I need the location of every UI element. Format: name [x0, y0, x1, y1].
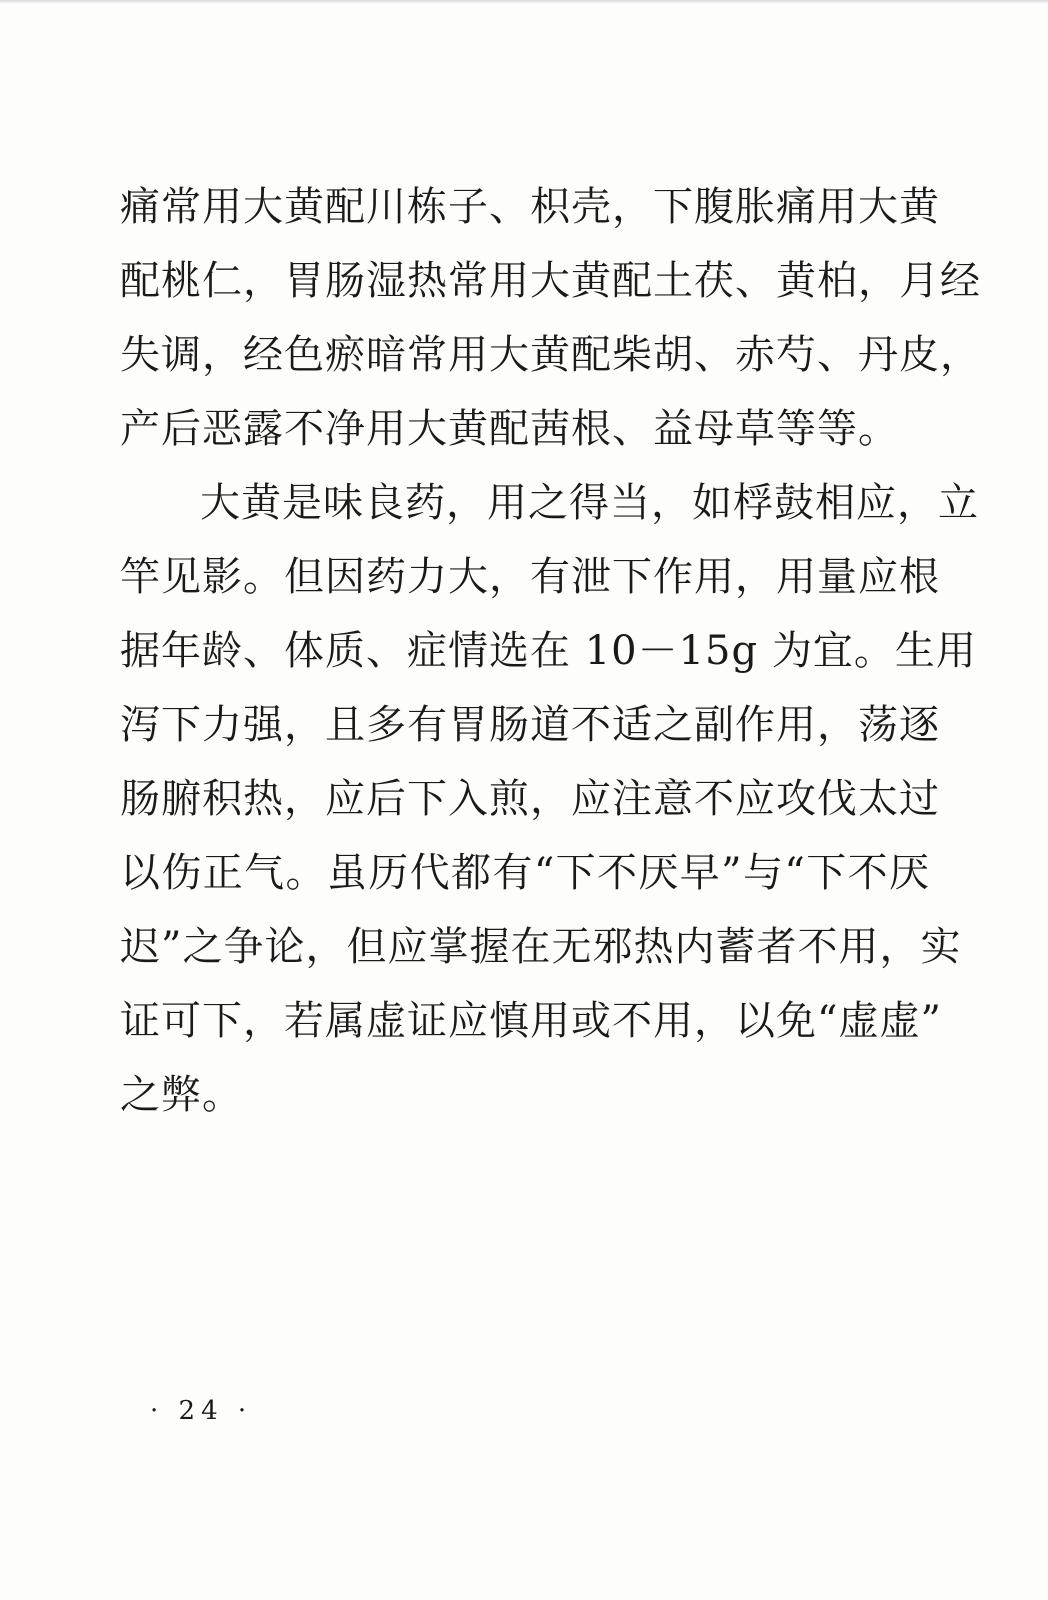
- paragraph-1: [120, 170, 981, 466]
- scan-edge: [0, 0, 1048, 4]
- page-number: · 24 ·: [150, 1396, 253, 1426]
- text-line: 竿见影。但因药力大，有泄下作用，用量应根: [120, 554, 940, 600]
- text-line: 大黄是味良药，用之得当，如桴鼓相应，立: [200, 480, 979, 526]
- text-line: 泻下力强，且多有胃肠道不适之副作用，荡逐: [120, 702, 940, 748]
- text-line: 据年龄、体质、症情选在 10－15g 为宜。生用: [120, 628, 977, 674]
- paragraph-2: [120, 466, 979, 1132]
- text-line: 之弊。: [120, 1072, 243, 1118]
- text-line: 配桃仁，胃肠湿热常用大黄配土茯、黄柏，月经: [120, 258, 981, 304]
- text-line: 肠腑积热，应后下入煎，应注意不应攻伐太过: [120, 776, 940, 822]
- text-line: 失调，经色瘀暗常用大黄配柴胡、赤芍、丹皮，: [120, 332, 981, 378]
- text-line: 迟”之争论，但应掌握在无邪热内蓄者不用，实: [120, 924, 962, 970]
- body-text: [120, 170, 981, 1132]
- text-line: 产后恶露不净用大黄配茜根、益母草等等。: [120, 406, 899, 452]
- text-line: 证可下，若属虚证应慎用或不用，以免“虚虚”: [120, 998, 942, 1044]
- text-line: 痛常用大黄配川栋子、枳壳，下腹胀痛用大黄: [120, 184, 940, 230]
- text-line: 以伤正气。虽历代都有“下不厌早”与“下不厌: [120, 850, 930, 896]
